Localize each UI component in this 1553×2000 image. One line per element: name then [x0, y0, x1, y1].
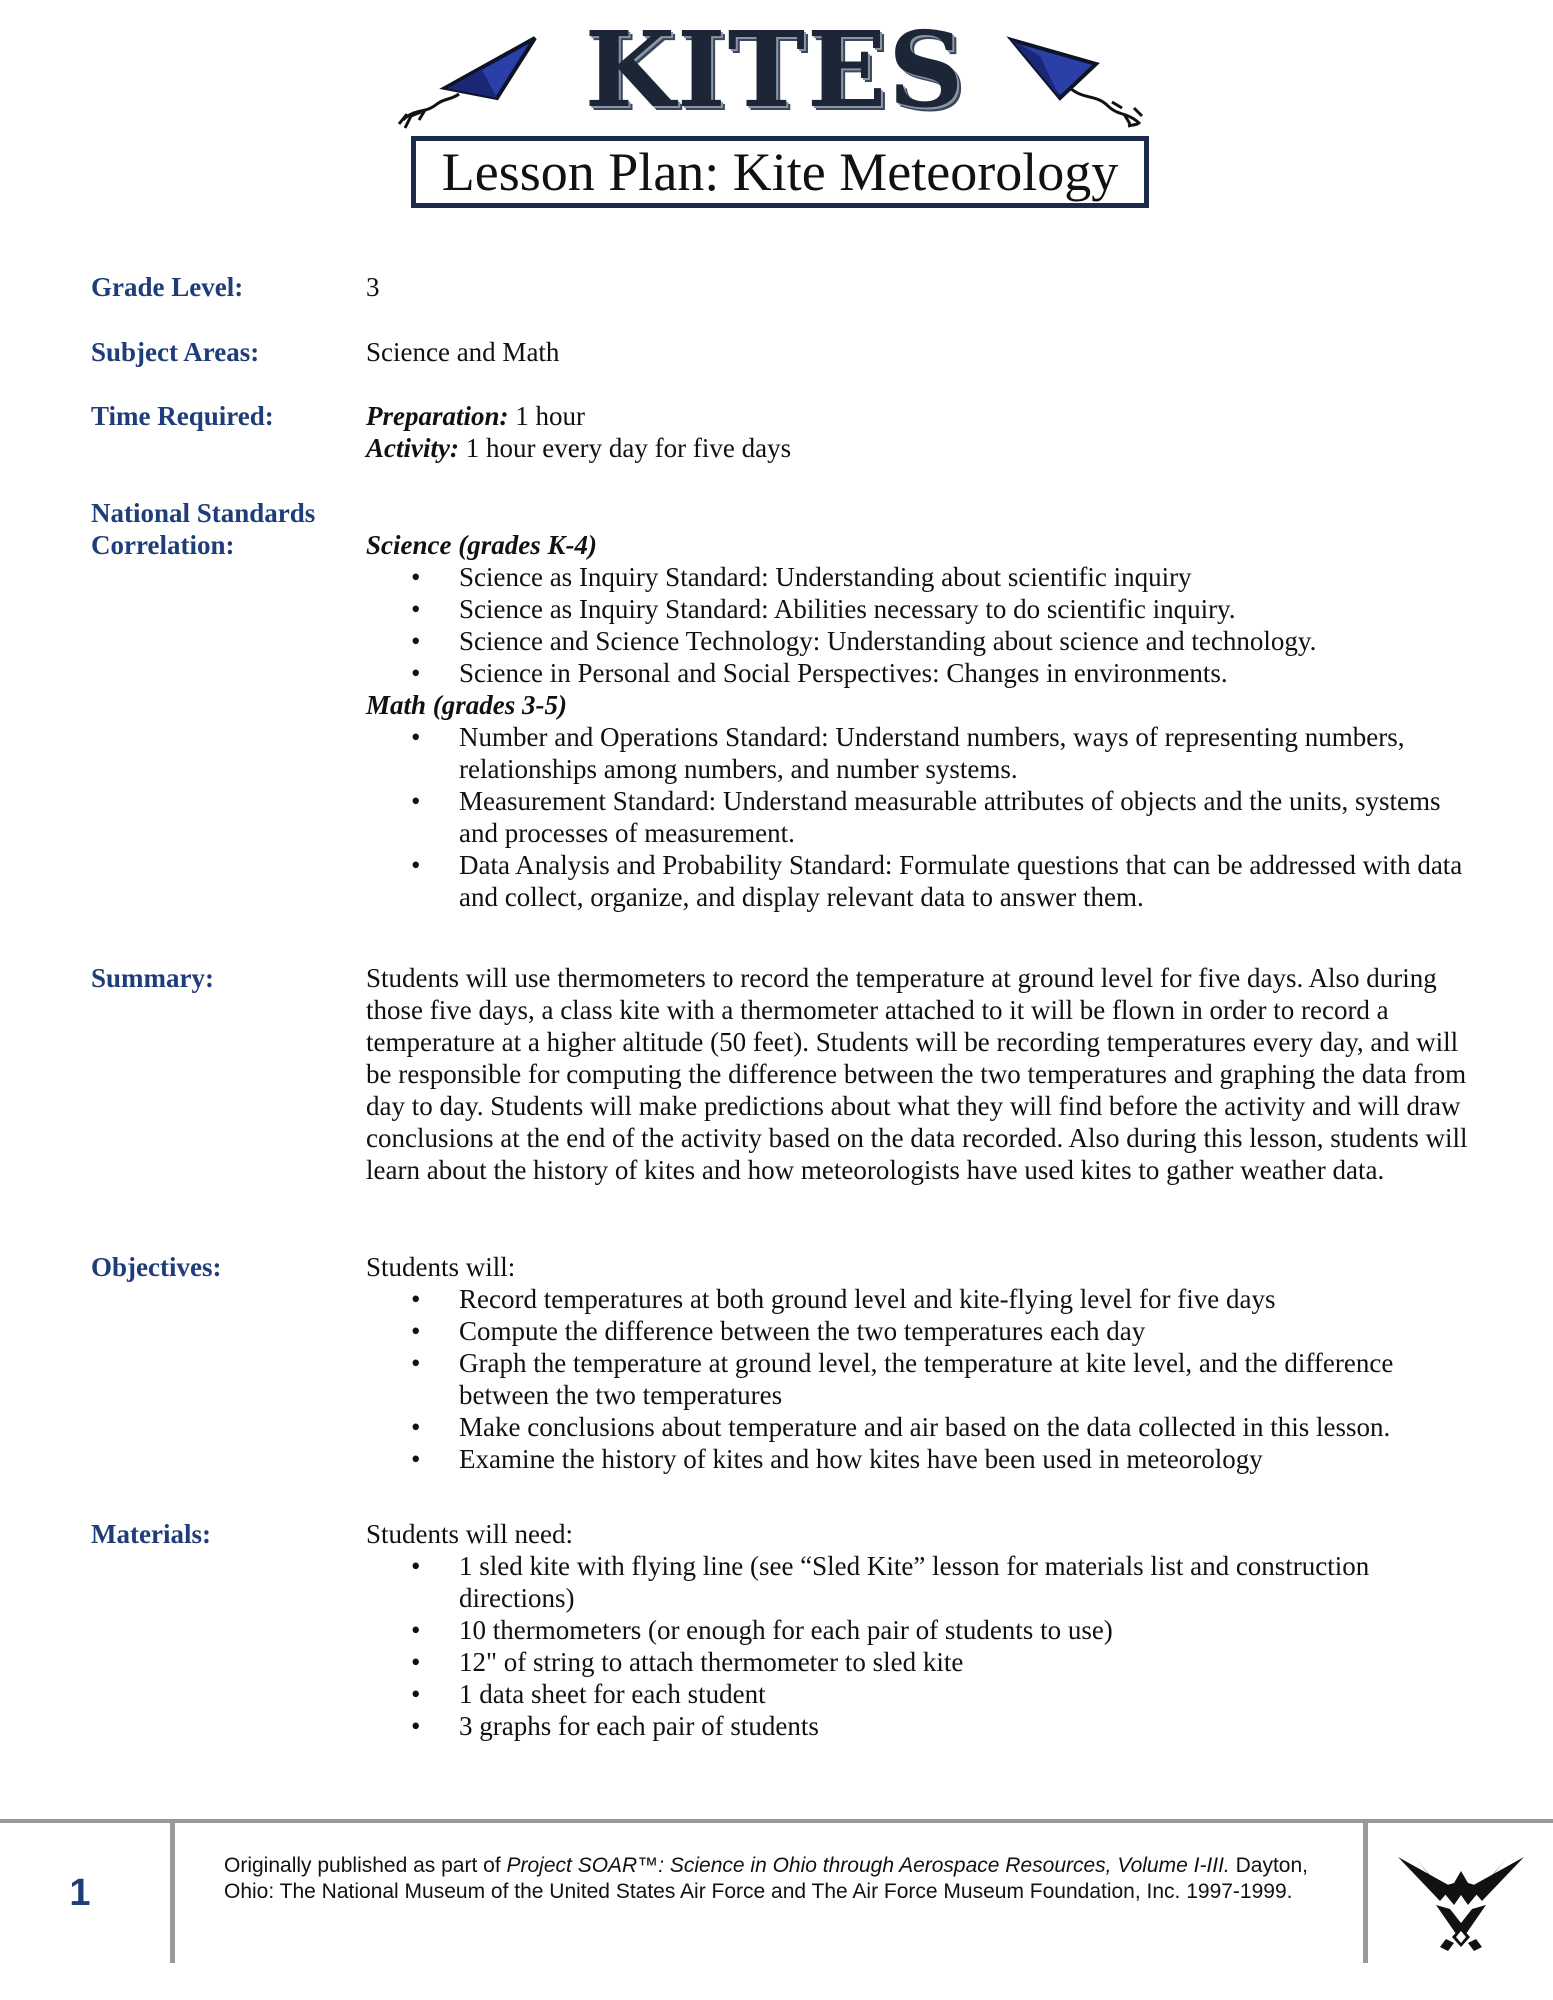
lesson-title: Lesson Plan: Kite Meteorology — [411, 136, 1149, 208]
list-item: • Science as Inquiry Standard: Abilities necessary to do scientific inquiry. — [366, 593, 1476, 625]
list-item: • Data Analysis and Probability Standard: Formulate questions that can be addressed with data and collect, organize, and display relevant data to answer them. — [366, 849, 1476, 913]
science-heading: Science (grades K-4) — [366, 530, 597, 560]
summary-label: Summary: — [91, 963, 214, 993]
list-item: • 3 graphs for each pair of students — [366, 1710, 1476, 1742]
list-item: • 10 thermometers (or enough for each pair of students to use) — [366, 1614, 1476, 1646]
list-item: • Science as Inquiry Standard: Understanding about scientific inquiry — [366, 561, 1476, 593]
preparation-value: 1 hour — [508, 401, 586, 431]
footer-divider — [0, 1819, 1553, 1823]
kites-brand-title: KITES — [584, 8, 966, 131]
preparation-label: Preparation: — [366, 401, 509, 431]
materials-content — [366, 1518, 1476, 1742]
footer-divider-left — [170, 1823, 175, 1963]
credit-pre: Originally published as part of — [224, 1854, 507, 1877]
list-item: • 1 data sheet for each student — [366, 1678, 1476, 1710]
kite-left-icon — [385, 28, 545, 138]
subject-areas-value: Science and Math — [366, 337, 560, 367]
objectives-intro: Students will: — [366, 1252, 516, 1282]
list-item: • Graph the temperature at ground level, the temperature at kite level, and the difference between the two temperatures — [366, 1347, 1476, 1411]
materials-list — [366, 1550, 1476, 1742]
activity-label: Activity: — [366, 433, 459, 463]
objectives-content — [366, 1251, 1476, 1475]
list-item: • Record temperatures at both ground level and kite-flying level for five days — [366, 1283, 1476, 1315]
standards-content — [366, 529, 1476, 913]
math-heading: Math (grades 3-5) — [366, 690, 567, 720]
credit-publication: Project SOAR™: Science in Ohio through Aerospace Resources, Volume I-III. — [506, 1854, 1230, 1877]
preparation-line — [366, 400, 1476, 432]
standards-label-line2: Correlation: — [91, 530, 235, 560]
footer-divider-right — [1363, 1823, 1368, 1963]
materials-label: Materials: — [91, 1519, 211, 1549]
list-item: • Number and Operations Standard: Understand numbers, ways of representing numbers, relationships among numbers, and number systems. — [366, 721, 1476, 785]
time-required-content — [366, 400, 1476, 464]
subject-areas-label: Subject Areas: — [91, 337, 260, 367]
kite-right-icon — [1000, 28, 1160, 138]
list-item: • Compute the difference between the two temperatures each day — [366, 1315, 1476, 1347]
footer-credit — [224, 1853, 1334, 1905]
credit-post: Dayton, Ohio: The National Museum of the United States Air Force and The Air Force Museum Foundation, Inc. 1997-1999. — [224, 1854, 1308, 1903]
activity-value: 1 hour every day for five days — [458, 433, 792, 463]
list-item: • Examine the history of kites and how kites have been used in meteorology — [366, 1443, 1476, 1475]
list-item: • Make conclusions about temperature and air based on the data collected in this lesson. — [366, 1411, 1476, 1443]
grade-level-label: Grade Level: — [91, 272, 244, 302]
time-required-label: Time Required: — [91, 401, 274, 431]
list-item: • 12" of string to attach thermometer to sled kite — [366, 1646, 1476, 1678]
objectives-list — [366, 1283, 1476, 1475]
banner — [0, 0, 1553, 230]
activity-line — [366, 432, 1476, 464]
list-item: • Science in Personal and Social Perspectives: Changes in environments. — [366, 657, 1476, 689]
page-number: 1 — [69, 1872, 91, 1914]
list-item: • Measurement Standard: Understand measurable attributes of objects and the units, systems and processes of measurement. — [366, 785, 1476, 849]
standards-label-line1: National Standards — [91, 498, 316, 528]
air-force-logo-icon — [1396, 1843, 1526, 1955]
materials-intro: Students will need: — [366, 1519, 573, 1549]
objectives-label: Objectives: — [91, 1252, 222, 1282]
science-list — [366, 561, 1476, 689]
list-item: • Science and Science Technology: Understanding about science and technology. — [366, 625, 1476, 657]
list-item: • 1 sled kite with flying line (see “Sled Kite” lesson for materials list and construction directions) — [366, 1550, 1476, 1614]
summary-text: Students will use thermometers to record the temperature at ground level for five days. Also during those five days, a class kite with a thermometer attached to it will be flown in order to record a temperature at a higher altitude (50 feet). Students will be recording temperatures every day, and will be responsible for computing the difference between the two temperatures and graphing the data from day to day. Students will make predictions about what they will find before the activity and will draw conclusions at the end of the activity based on the data recorded. Also during this lesson, students will learn about the history of kites and how meteorologists have used kites to gather weather data. — [366, 963, 1468, 1185]
grade-level-value: 3 — [366, 272, 380, 302]
math-list — [366, 721, 1476, 913]
standards-label — [91, 497, 351, 561]
